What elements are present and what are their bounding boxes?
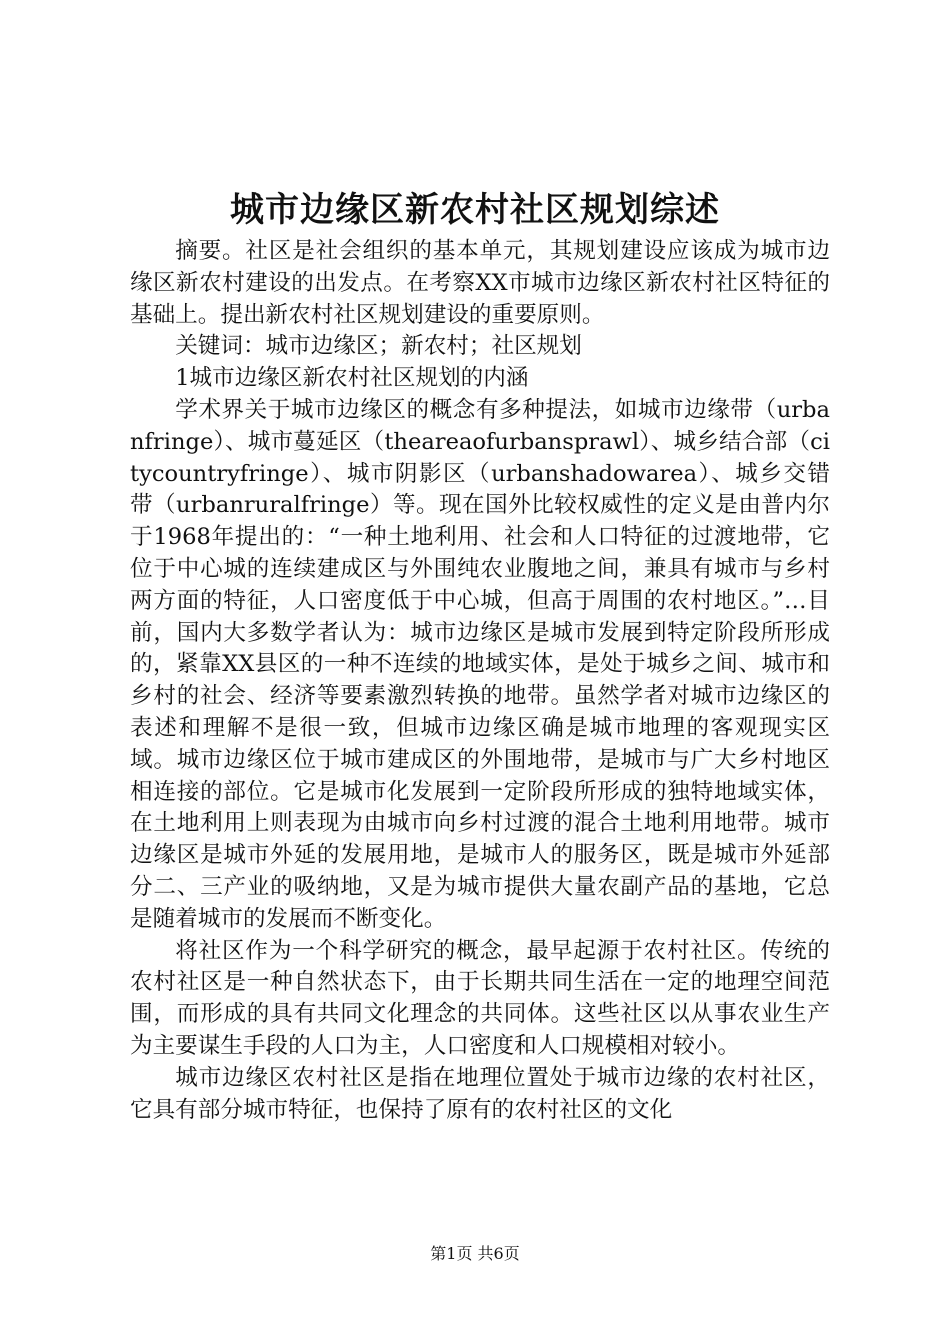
abstract-paragraph: 摘要。社区是社会组织的基本单元，其规划建设应该成为城市边缘区新农村建设的出发点。在考察XX市城市边缘区新农村社区特征的基础上。提出新农村社区规划建设的重要原则。 <box>130 238 830 328</box>
document-title: 城市边缘区新农村社区规划综述 <box>230 190 720 230</box>
keywords-paragraph: 关键词：城市边缘区；新农村；社区规划 <box>175 333 582 360</box>
section-heading: 1城市边缘区新农村社区规划的内涵 <box>175 365 529 392</box>
document-body <box>130 236 830 1126</box>
body-paragraph: 将社区作为一个科学研究的概念，最早起源于农村社区。传统的农村社区是一种自然状态下，由于长期共同生活在一定的地理空间范围，而形成的具有共同文化理念的共同体。这些社区以从事农业生产为主要谋生手段的人口为主，人口密度和人口规模相对较小。 <box>130 937 830 1059</box>
body-paragraph: 学术界关于城市边缘区的概念有多种提法，如城市边缘带（urbanfringe）、城市蔓延区（theareaofurbansprawl）、城乡结合部（citycountryfringe）、城市阴影区（urbanshadowarea）、城乡交错带（urbanruralfringe）等。现在国外比较权威性的定义是由普内尔于1968年提出的：“一种土地利用、社会和人口特征的过渡地带，它位于中心城的连续建成区与外围纯农业腹地之间，兼具有城市与乡村两方面的特征，人口密度低于中心城，但高于周围的农村地区。”…目前，国内大多数学者认为：城市边缘区是城市发展到特定阶段所形成的，紧靠XX县区的一种不连续的地域实体，是处于城乡之间、城市和乡村的社会、经济等要素激烈转换的地带。虽然学者对城市边缘区的表述和理解不是很一致，但城市边缘区确是城市地理的客观现实区域。城市边缘区位于城市建成区的外围地带，是城市与广大乡村地区相连接的部位。它是城市化发展到一定阶段所形成的独特地域实体，在土地利用上则表现为由城市向乡村过渡的混合土地利用地带。城市边缘区是城市外延的发展用地，是城市人的服务区，既是城市外延部分二、三产业的吸纳地，又是为城市提供大量农副产品的基地，它总是随着城市的发展而不断变化。 <box>130 396 830 932</box>
page-number-footer: 第1页 共6页 <box>430 1244 520 1263</box>
body-paragraph: 城市边缘区农村社区是指在地理位置处于城市边缘的农村社区，它具有部分城市特征，也保持了原有的农村社区的文化 <box>130 1064 830 1123</box>
